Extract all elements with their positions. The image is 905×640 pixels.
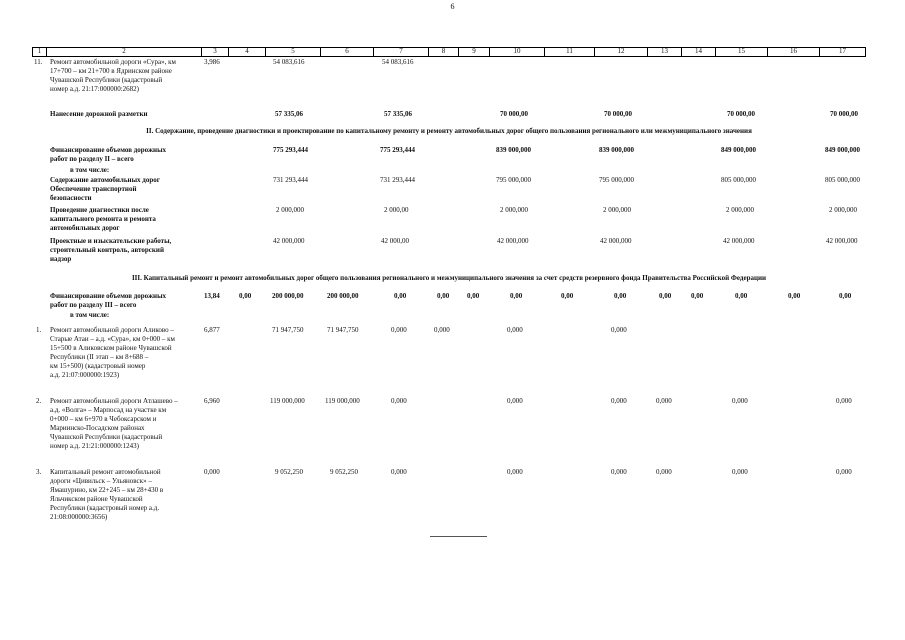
col-13-header: 13 [647, 47, 681, 56]
row-name-line: 21:08:000000:3656) [50, 513, 108, 521]
cell-c17: 0,00 [839, 292, 852, 300]
col-17-header: 17 [819, 47, 866, 56]
row-name-line: Старые Атаи – а.д. «Сура», км 0+000 – км [50, 335, 175, 343]
cell-c8: 0,000 [434, 326, 450, 334]
cell-c14: 0,00 [691, 292, 704, 300]
cell-c3: 6,877 [204, 326, 220, 334]
row-name-line: а.д. «Волга» – Марпосад на участке км [50, 406, 167, 414]
col-10-header: 10 [489, 47, 544, 56]
row-number: 1. [36, 326, 42, 334]
cell-c17: 70 000,00 [830, 110, 858, 118]
cell-c15: 849 000,000 [721, 146, 756, 154]
cell-c12: 42 000,000 [600, 237, 632, 245]
cell-c12: 0,000 [611, 326, 627, 334]
cell-c15: 0,000 [732, 468, 748, 476]
row-name-line: Республики (II этап – км 8+688 – [50, 353, 149, 361]
col-16-header: 16 [767, 47, 819, 56]
row-name-line: работ по разделу III – всего [50, 301, 137, 309]
cell-c12: 2 000,000 [603, 206, 631, 214]
cell-c7: 57 335,06 [384, 110, 412, 118]
row-name-line: безопасности [50, 194, 92, 202]
col-3-header: 3 [201, 47, 228, 56]
row-name-line: Чувашской Республики (кадастровый [50, 76, 163, 84]
row-number: 3. [36, 468, 42, 476]
cell-c10: 0,000 [507, 468, 523, 476]
cell-c6: 200 000,00 [327, 292, 359, 300]
row-name-line: 0+000 – км 6+970 в Чебоксарском и [50, 415, 157, 423]
cell-c5: 775 293,444 [273, 146, 308, 154]
row-name-line: 15+500 в Аликовском районе Чувашской [50, 344, 172, 352]
cell-c3: 3,986 [204, 58, 220, 66]
cell-c7: 54 083,616 [382, 58, 414, 66]
col-9-header: 9 [458, 47, 489, 56]
col-2-header: 2 [46, 47, 201, 56]
col-11-header: 11 [544, 47, 594, 56]
cell-c17: 805 000,000 [825, 176, 860, 184]
col-14-header: 14 [681, 47, 715, 56]
cell-c13: 0,000 [656, 468, 672, 476]
col-12-header: 12 [594, 47, 647, 56]
col-15-header: 15 [715, 47, 767, 56]
including-label: в том числе: [70, 166, 110, 174]
col-1-header: 1 [32, 47, 46, 56]
row-number: 11. [34, 58, 43, 66]
row-name: Нанесение дорожной разметки [50, 110, 148, 118]
row-name-line: Чувашской Республики (кадастровый [50, 433, 163, 441]
col-6-header: 6 [320, 47, 373, 56]
row-name-line: 17+700 – км 21+700 в Ядринском районе [50, 67, 172, 75]
cell-c6: 119 000,000 [325, 397, 360, 405]
including-label: в том числе: [70, 311, 110, 319]
row-name-line: Ремонт автомобильной дороги «Сура», км [50, 58, 176, 66]
cell-c7: 0,000 [391, 468, 407, 476]
cell-c5: 57 335,06 [275, 110, 303, 118]
cell-c7: 775 293,444 [380, 146, 415, 154]
cell-c5: 2 000,000 [276, 206, 304, 214]
page-number: 6 [450, 2, 455, 11]
row-name-line: автомобильных дорог [50, 224, 120, 232]
cell-c9: 0,00 [467, 292, 480, 300]
cell-c12: 0,00 [614, 292, 627, 300]
cell-c5: 731 293,444 [273, 176, 308, 184]
cell-c3: 0,000 [204, 468, 220, 476]
cell-c11: 0,00 [561, 292, 574, 300]
cell-c7: 731 293,444 [380, 176, 415, 184]
end-divider [430, 536, 487, 537]
cell-c7: 0,00 [394, 292, 407, 300]
row-name-line: капитального ремонта и ремонта [50, 215, 156, 223]
cell-c12: 70 000,00 [604, 110, 632, 118]
col-5-header: 5 [265, 47, 320, 56]
cell-c15: 0,000 [732, 397, 748, 405]
row-name-line: Проведение диагностики после [50, 206, 149, 214]
row-name-line: Проектные и изыскательские работы, [50, 237, 172, 245]
cell-c17: 0,000 [836, 397, 852, 405]
row-name-line: Капитальный ремонт автомобильной [50, 468, 161, 476]
row-name-line: Содержание автомобильных дорог [50, 176, 160, 184]
cell-c10: 70 000,00 [500, 110, 528, 118]
row-name-line: Ремонт автомобильной дороги Атлашево – [50, 397, 178, 405]
section-title: III. Капитальный ремонт и ремонт автомобильных дорог общего пользования регионального и межмуниципального значения за счет средств резервного фонда Правительства Российской Федерации [131, 274, 767, 282]
row-name-line: Ремонт автомобильной дороги Аликово – [50, 326, 174, 334]
cell-c13: 0,000 [656, 397, 672, 405]
row-name-line: км 15+500) (кадастровый номер [50, 362, 146, 370]
section-title: II. Содержание, проведение диагностики и проектирование по капитальному ремонту и ремонту автомобильных дорог общего пользования регионального или межмуниципального значения [146, 127, 752, 135]
cell-c3: 6,960 [204, 397, 220, 405]
cell-c10: 839 000,000 [496, 146, 531, 154]
cell-c12: 0,000 [611, 397, 627, 405]
row-name-line: Обеспечение транспортной [50, 185, 137, 193]
cell-c12: 839 000,000 [599, 146, 634, 154]
cell-c16: 0,00 [788, 292, 801, 300]
cell-c5: 54 083,616 [273, 58, 305, 66]
cell-c17: 0,000 [836, 468, 852, 476]
cell-c15: 2 000,000 [726, 206, 754, 214]
row-name-line: работ по разделу II – всего [50, 155, 134, 163]
cell-c10: 2 000,000 [500, 206, 528, 214]
cell-c5: 119 000,000 [270, 397, 305, 405]
cell-c4: 0,00 [239, 292, 252, 300]
cell-c10: 795 000,000 [496, 176, 531, 184]
row-name-line: Яльчикском районе Чувашской [50, 495, 143, 503]
cell-c7: 42 000,00 [381, 237, 409, 245]
cell-c10: 42 000,000 [497, 237, 529, 245]
cell-c5: 9 052,250 [275, 468, 303, 476]
cell-c6: 9 052,250 [330, 468, 358, 476]
cell-c15: 42 000,000 [723, 237, 755, 245]
cell-c17: 42 000,000 [826, 237, 858, 245]
row-name-line: номер а.д. 21:21:000000:1243) [50, 442, 139, 450]
cell-c15: 805 000,000 [721, 176, 756, 184]
cell-c17: 849 000,000 [825, 146, 860, 154]
cell-c5: 200 000,00 [272, 292, 304, 300]
cell-c12: 795 000,000 [599, 176, 634, 184]
cell-c10: 0,00 [510, 292, 523, 300]
cell-c7: 0,000 [391, 326, 407, 334]
cell-c7: 0,000 [391, 397, 407, 405]
cell-c5: 42 000,000 [273, 237, 305, 245]
row-name-line: Финансирование объемов дорожных [50, 146, 167, 154]
cell-c10: 0,000 [507, 326, 523, 334]
col-4-header: 4 [228, 47, 265, 56]
row-number: 2. [36, 397, 42, 405]
cell-c15: 0,00 [735, 292, 748, 300]
row-name-line: Республики (кадастровый номер а.д. [50, 504, 160, 512]
row-name-line: Финансирование объемов дорожных [50, 292, 167, 300]
row-name-line: Мариинско-Посадском районах [50, 424, 145, 432]
row-name-line: дороги «Цивильск – Ульяновск» – [50, 477, 152, 485]
cell-c7: 2 000,00 [384, 206, 409, 214]
row-name-line: номер а.д. 21:17:000000:2682) [50, 85, 139, 93]
cell-c6: 71 947,750 [327, 326, 359, 334]
row-name-line: надзор [50, 255, 72, 263]
row-name-line: а.д. 21:07:000000:1923) [50, 371, 120, 379]
cell-c13: 0,00 [659, 292, 672, 300]
cell-c10: 0,000 [507, 397, 523, 405]
cell-c3: 13,84 [204, 292, 220, 300]
cell-c12: 0,000 [611, 468, 627, 476]
row-name-line: Ямашурино, км 22+245 – км 28+430 в [50, 486, 164, 494]
cell-c17: 2 000,000 [829, 206, 857, 214]
row-name-line: строительный контроль, авторский [50, 246, 164, 254]
col-8-header: 8 [428, 47, 458, 56]
cell-c5: 71 947,750 [272, 326, 304, 334]
col-7-header: 7 [373, 47, 428, 56]
cell-c15: 70 000,00 [727, 110, 755, 118]
cell-c8: 0,00 [437, 292, 450, 300]
